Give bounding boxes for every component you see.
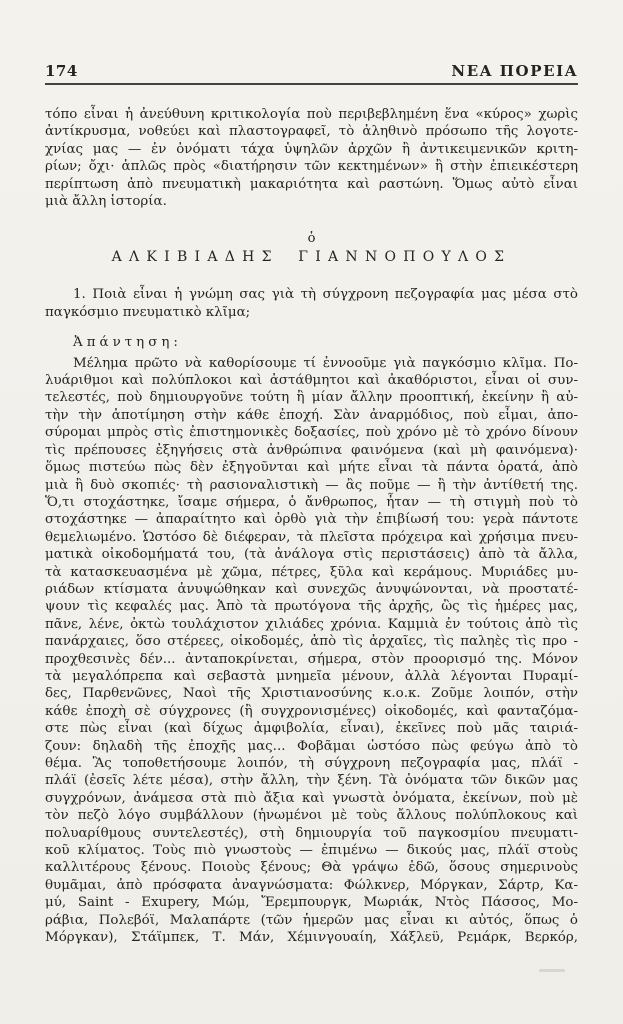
text-line: μιὰ ἄλλη ἱστορία. bbox=[45, 194, 167, 210]
header-rule-divider bbox=[45, 83, 578, 85]
text-line: θεμελιωμένο. Ὡστόσο δὲ διέφεραν, τὰ πλεῖστα πρόχειρα καὶ χρήσιμα πνευ- bbox=[45, 529, 578, 545]
text-line: περίπτωση ἀπὸ πνευματικὴ μακαριότητα καὶ ραστώνη. Ὅμως αὐτὸ εἶναι bbox=[45, 176, 578, 192]
text-line: πλάϊ (ἐσεῖς λέτε μέσα), στὴν ἄλλη, τὴν ξένη. Τὰ ὀνόματα τῶν δικῶν μας bbox=[45, 773, 578, 789]
text-line: ἀντίκρυσμα, νοθεύει καὶ πλαστογραφεῖ, τὸ ἀληθινὸ πρόσωπο τῆς λογοτε- bbox=[45, 124, 578, 140]
text-line: τὶς πρέπουσες ἐξηγήσεις στὰ ἀνθρώπινα φαινόμενα (καὶ μὴ φαινόμενα)· bbox=[45, 442, 578, 458]
text-column bbox=[45, 0, 578, 946]
text-line: μύ, Saint - Exupery, Μώμ, Ἔρεμπουργκ, Μωριάκ, Ντὸς Πάσσος, Μο- bbox=[45, 895, 578, 911]
text-line: τὰ μεγαλόπρεπα καὶ σεβαστὰ μνημεῖα μένουν, ἀλλὰ λέγονται Πυραμί- bbox=[45, 668, 578, 684]
text-line: καλλιτέρους ξένους. Ποιοὺς ξένους; Θὰ γράψω ἐδῶ, ὅσους σημερινοὺς bbox=[45, 860, 578, 876]
text-line: τόπο εἶναι ἡ ἀνεύθυνη κριτικολογία ποὺ περιβεβλημένη ἕνα «κύρος» χωρὶς bbox=[45, 107, 578, 122]
text-line: Μέλημα πρῶτο νὰ καθορίσουμε τί ἐννοοῦμε γιὰ παγκόσμιο κλῖμα. Πο- bbox=[73, 355, 578, 371]
intro-paragraph bbox=[45, 106, 578, 210]
text-line: Μόργκαν), Στάϊμπεκ, Τ. Μάν, Χέμινγουαίη, Χάξλεϋ, Ρεμάρκ, Βερκόρ, bbox=[45, 930, 578, 946]
text-line: σύρομαι μπρὸς στὶς ἐπιστημονικὲς δοξασίες, ποὺ χρόνο μὲ τὸ χρόνο δίνουν bbox=[45, 425, 578, 441]
text-line: τὸν πεζὸ λόγο συμβάλλουν (ἡνωμένοι μὲ τοὺς ἄλλους πολύπλοκους καὶ bbox=[45, 808, 578, 824]
text-line: δες, Παρθενῶνες, Ναοὶ τῆς Χριστιανοσύνης κ.ο.κ. Ζοῦμε λοιπόν, στὴν bbox=[45, 686, 578, 702]
author-name: ΑΛΚΙΒΙΑΔΗΣ ΓΙΑΝΝΟΠΟΥΛΟΣ bbox=[111, 249, 512, 266]
journal-title: ΝΕΑ ΠΟΡΕΙΑ bbox=[451, 62, 578, 80]
text-line: ὅμως πιστεύω πὼς δὲν ἐξηγοῦνται καὶ μήτε εἶναι τὰ πάντα ὁρατά, ἀπὸ bbox=[45, 460, 578, 476]
text-line: πολυαρίθμους συντελεστές), στὴ δημιουργία τοῦ παγκοσμίου πνευματι- bbox=[45, 825, 578, 841]
text-line: κοῦ κλίματος. Τοὺς πιὸ γνωστοὺς — ἐπιμένω — δικούς μας, πλάϊ στοὺς bbox=[45, 843, 578, 859]
scan-artifact bbox=[539, 969, 565, 972]
text-line: τὴν τὴν ἀποτίμηση στὴν κάθε ἐποχή. Σὰν ἀναρμόδιος, ποὺ εἶμαι, ἀπο- bbox=[45, 407, 578, 423]
text-line: κάθε ἐποχὴ σὲ σύγχρονες (ἢ συγχρονισμένες) οἰκοδομές, καὶ φανταζόμα- bbox=[45, 703, 578, 719]
text-line: λυάριθμοι καὶ πολύπλοκοι καὶ ἀστάθμητοι καὶ ἀκαθόριστοι, εἶναι οἱ συν- bbox=[45, 373, 578, 389]
text-line: θέμα. Ἂς τοποθετήσουμε λοιπόν, τὴ σύγχρονη πεζογραφία μας, πλάϊ - bbox=[45, 756, 578, 771]
author-heading bbox=[45, 231, 578, 267]
question-paragraph bbox=[45, 286, 578, 321]
text-line: μιὰ ἢ δυὸ σκοπιές· τὴ ρασιοναλιστικὴ — ἂς ποῦμε — ἢ τὴν ἀντίθετή της. bbox=[45, 477, 578, 493]
text-line: στε πὼς εἶναι (καὶ δίχως ἀμφιβολία, εἶναι), ἐκεῖνες ποὺ μᾶς ταιριά- bbox=[45, 721, 578, 737]
text-line: ριάδων κτίσματα ἀνυψώθηκαν καὶ συνεχῶς ἀνυψώνονται, νὰ προστατέ- bbox=[45, 581, 578, 597]
author-article: ὁ bbox=[307, 231, 316, 247]
answer-paragraph bbox=[45, 355, 578, 947]
answer-label: Ἀπάντηση: bbox=[73, 335, 182, 351]
text-line: χνίας μας — ἐν ὀνόματι τάχα ὑψηλῶν ἀρχῶν ἢ ἀντικειμενικῶν κριτη- bbox=[45, 141, 578, 157]
text-line: προχθεσινὲς δέν... ἀνταποκρίνεται, σήμερα, στὸν προορισμό της. Μόνον bbox=[45, 651, 578, 667]
text-line: θυμᾶμαι, ἀπὸ πρόσφατα ἀναγνώσματα: Φώλκνερ, Μόργκαν, Σάρτρ, Κα- bbox=[45, 877, 578, 893]
text-line: συγχρόνων, ἀνάμεσα στὰ πιὸ ἄξια καὶ γνωστὰ ὀνόματα, ἐκείνων, ποὺ μὲ bbox=[45, 790, 578, 806]
text-line: πανάρχαιες, ὅσο στέρεες, οἰκοδομές, ἀπὸ τὶς ἀρχαῖες, τὶς παληὲς τὶς προ - bbox=[45, 634, 578, 650]
text-line: 1. Ποιὰ εἶναι ἡ γνώμη σας γιὰ τὴ σύγχρονη πεζογραφία μας μέσα στὸ bbox=[73, 287, 578, 303]
text-line: τὰ κατασκευασμένα μὲ χῶμα, πέτρες, ξῦλα καὶ κεράμους. Μυριάδες μυ- bbox=[45, 564, 578, 580]
page-number: 174 bbox=[45, 62, 78, 80]
text-line: ράβια, Πολεβόϊ, Μαλαπάρτε (τῶν ἡμερῶν μας εἶναι κι αὐτός, ὅπως ὁ bbox=[45, 912, 578, 928]
answer-label-row bbox=[45, 334, 578, 351]
text-line: στοχάστηκε — ἀπαραίτητο καὶ ὀρθὸ γιὰ τὴν ἐπιβίωσή του: γερὰ πάντοτε bbox=[45, 512, 578, 528]
text-line: πᾶνε, λένε, ὀκτὼ τουλάχιστον χιλιάδες χρόνια. Καμμιὰ ἐν τούτοις ἀπὸ τὶς bbox=[45, 616, 578, 632]
text-line: ψουν τὶς κεφαλές μας. Ἀπὸ τὰ πρωτόγονα τῆς ἀρχῆς, ὣς τὶς ἡμέρες μας, bbox=[45, 599, 578, 615]
text-line: Ὅ,τι στοχάστηκε, ἴσαμε σήμερα, ὁ ἄνθρωπος, ἦταν — τὴ στιγμὴ ποὺ τὸ bbox=[45, 494, 578, 510]
text-line: ρίων; ὄχι· ἁπλῶς πρὸς «διατήρησιν τῶν κεκτημένων» ἢ στὴν ἐπιεικέστερη bbox=[45, 159, 578, 175]
text-line: τελεστές, ποὺ δημιουργοῦνε τούτη ἢ μίαν ἄλλην προοπτική, ἐκείνην ἢ αὐ- bbox=[45, 390, 578, 406]
text-line: ματικὰ οἰκοδομήματά του, (τὰ ἀνάλογα στὶς περιστάσεις) ἀπὸ τὰ ἄλλα, bbox=[45, 547, 578, 563]
text-line: παγκόσμιο πνευματικὸ κλῖμα; bbox=[45, 304, 251, 320]
text-line: ζουν: δηλαδὴ τῆς ἐποχῆς μας... Φοβᾶμαι ὡστόσο πὼς φεύγω ἀπὸ τὸ bbox=[45, 738, 578, 754]
page-header bbox=[45, 0, 578, 80]
